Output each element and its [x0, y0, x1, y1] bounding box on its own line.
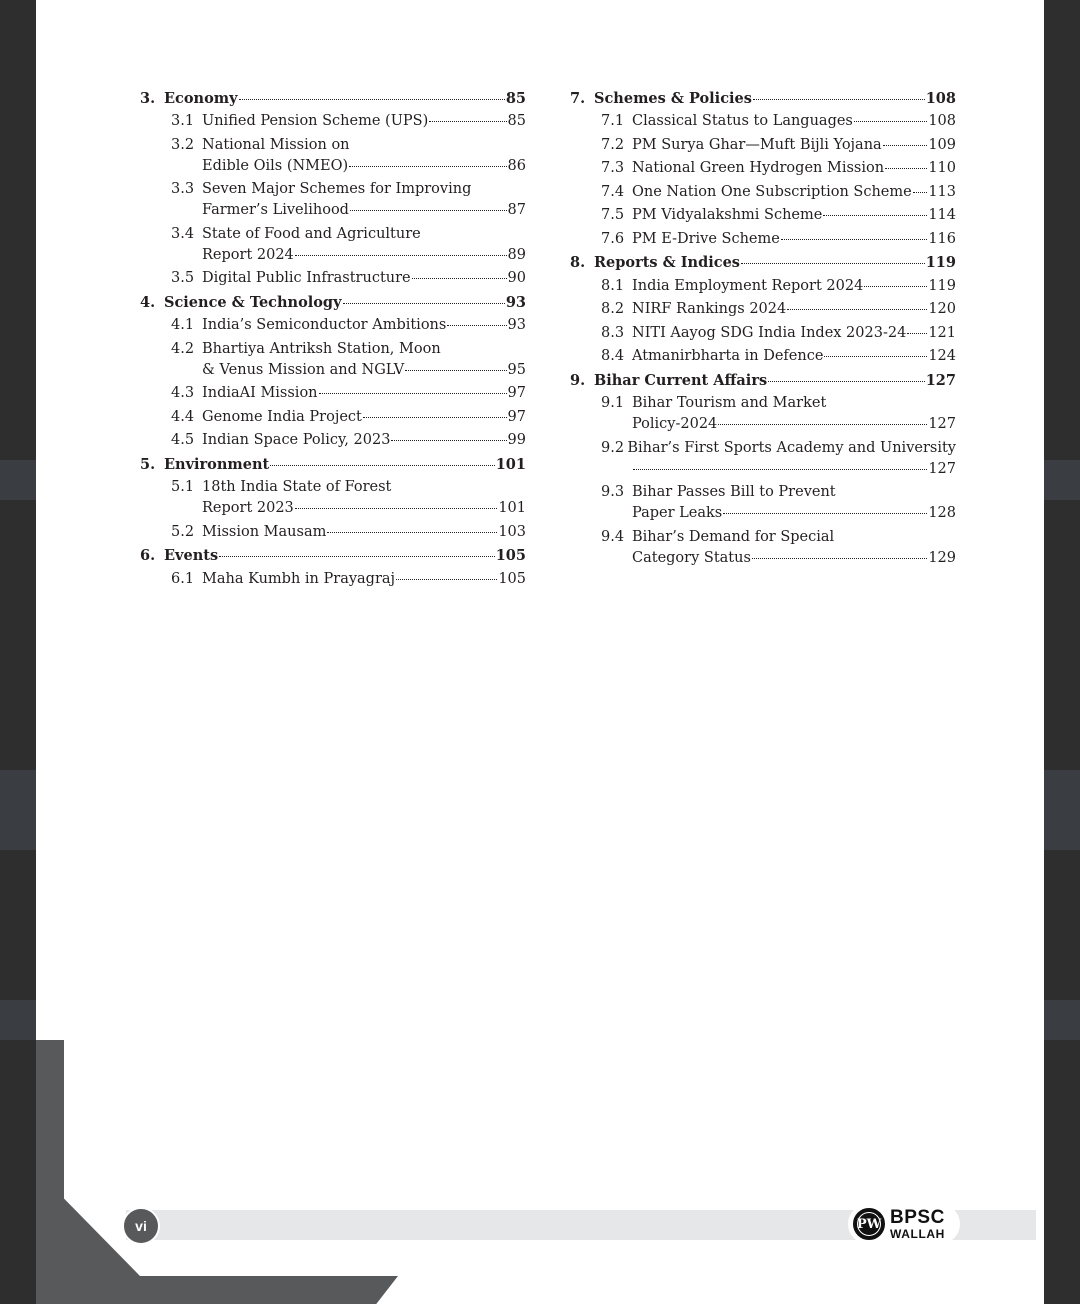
section-title: Seven Major Schemes for Improving	[202, 181, 472, 197]
section-number: 8.1	[601, 277, 625, 294]
toc-section[interactable]	[570, 346, 956, 367]
page-number: 86	[507, 157, 526, 174]
toc-section-row	[570, 205, 956, 226]
section-title: Bihar’s Demand for Special	[632, 528, 835, 545]
page-number: 93	[507, 317, 526, 333]
page-number: 101	[495, 455, 526, 473]
section-title: Digital Public Infrastructure	[202, 270, 411, 286]
toc-section[interactable]	[570, 438, 956, 480]
toc-section[interactable]	[140, 569, 526, 590]
dot-leader	[405, 370, 506, 371]
toc-chapter[interactable]	[570, 88, 956, 110]
section-title: IndiaAI Mission	[202, 385, 318, 401]
toc-section-row	[140, 522, 526, 543]
section-title: Genome India Project	[202, 408, 362, 425]
section-number: 4.1	[171, 317, 195, 333]
page-number: 110	[928, 160, 956, 176]
toc-section[interactable]	[570, 482, 956, 524]
section-number: 3.3	[171, 181, 195, 197]
toc-section[interactable]	[140, 383, 526, 404]
toc-chapter[interactable]	[570, 370, 956, 392]
toc-section[interactable]	[570, 276, 956, 297]
section-number: 5.2	[171, 523, 195, 540]
dot-leader	[907, 333, 927, 334]
toc-section-row	[140, 498, 526, 519]
toc-section-row	[570, 459, 956, 480]
page-number: 109	[928, 136, 956, 153]
section-number: 7.6	[601, 230, 625, 247]
dot-leader	[768, 381, 925, 382]
section-title: & Venus Mission and NGLV	[202, 361, 405, 378]
toc-section[interactable]	[570, 182, 956, 203]
toc-section-row	[570, 299, 956, 320]
section-title: NIRF Rankings 2024	[632, 301, 787, 317]
section-title: Policy-2024	[632, 416, 718, 432]
chapter-title: Schemes & Policies	[594, 89, 752, 107]
section-title: PM E-Drive Scheme	[632, 230, 780, 247]
toc-section-row	[570, 158, 956, 179]
page-number: 116	[928, 230, 956, 247]
toc-section-row	[570, 438, 956, 459]
chapter-number: 5.	[140, 455, 156, 473]
page-number: 103	[498, 523, 526, 540]
chapter-title: Science & Technology	[164, 293, 342, 311]
section-title: Report 2023	[202, 500, 294, 516]
section-number: 7.5	[601, 207, 625, 223]
toc-section[interactable]	[140, 430, 526, 451]
toc-section-row	[570, 548, 956, 569]
bpsc-wallah-logo	[848, 1204, 960, 1244]
dot-leader	[633, 469, 927, 470]
section-title: Report 2024	[202, 246, 294, 263]
section-title: Unified Pension Scheme (UPS)	[202, 113, 429, 129]
toc-section-row	[570, 393, 956, 414]
section-title: 18th India State of Forest	[202, 479, 392, 495]
toc-section[interactable]	[570, 527, 956, 569]
dot-leader	[270, 465, 495, 466]
toc-section[interactable]	[140, 407, 526, 428]
section-number: 9.1	[601, 395, 625, 411]
page-number: 105	[495, 547, 526, 564]
toc-chapter-row	[570, 252, 956, 274]
toc-section-row	[140, 569, 526, 590]
section-number: 4.2	[171, 340, 195, 357]
toc-section[interactable]	[140, 135, 526, 177]
toc-section[interactable]	[570, 111, 956, 132]
toc-chapter-row	[140, 454, 526, 476]
dot-leader	[447, 325, 506, 326]
logo-line1: BPSC	[890, 1207, 945, 1228]
page-number: 119	[928, 277, 956, 294]
dot-leader	[864, 286, 927, 287]
section-title: One Nation One Subscription Scheme	[632, 183, 912, 200]
toc-section-row	[570, 414, 956, 435]
toc-section[interactable]	[140, 477, 526, 519]
toc-section-row	[570, 135, 956, 156]
section-title: Bihar Passes Bill to Prevent	[632, 484, 836, 500]
toc-section-row	[570, 182, 956, 203]
toc-chapter[interactable]	[140, 454, 526, 476]
toc-column-right	[570, 86, 956, 571]
section-title: Bihar’s First Sports Academy and University	[627, 439, 956, 456]
pw-logo-icon: PW	[853, 1208, 885, 1240]
toc-section-row	[570, 229, 956, 250]
section-title: Atmanirbharta in Defence	[632, 348, 824, 364]
page-number: 114	[928, 207, 956, 223]
dot-leader	[718, 424, 927, 425]
section-number: 3.1	[171, 113, 195, 129]
footer-bottom-bar	[36, 1276, 398, 1304]
section-number: 3.2	[171, 136, 195, 153]
toc-chapter-row	[570, 370, 956, 392]
section-number: 3.4	[171, 225, 195, 242]
dot-leader	[295, 255, 507, 256]
page-number: 105	[498, 570, 526, 587]
dot-leader	[429, 121, 506, 122]
section-title: Maha Kumbh in Prayagraj	[202, 570, 396, 587]
chapter-title: Events	[164, 547, 219, 564]
toc-chapter-row	[570, 88, 956, 110]
logo-line2: WALLAH	[890, 1227, 945, 1241]
section-title: State of Food and Agriculture	[202, 225, 421, 242]
page-number: 101	[498, 500, 526, 516]
toc-section-row	[140, 245, 526, 266]
section-title: Bihar Tourism and Market	[632, 395, 827, 411]
dot-leader	[885, 168, 927, 169]
section-title: Classical Status to Languages	[632, 113, 853, 129]
toc-section-row	[570, 482, 956, 503]
toc-section-row	[570, 503, 956, 524]
dot-leader	[391, 440, 506, 441]
page-number: 127	[928, 460, 956, 477]
chapter-title: Reports & Indices	[594, 254, 740, 271]
toc-section-row	[140, 360, 526, 381]
toc-column-left	[140, 86, 526, 592]
section-number: 8.2	[601, 301, 625, 317]
toc-section[interactable]	[140, 522, 526, 543]
toc-chapter[interactable]	[140, 88, 526, 110]
toc-section-row	[140, 156, 526, 177]
section-title: PM Vidyalakshmi Scheme	[632, 207, 823, 223]
logo-wordmark	[890, 1208, 945, 1240]
chapter-number: 4.	[140, 293, 156, 311]
toc-section[interactable]	[140, 179, 526, 221]
section-number: 8.4	[601, 348, 625, 364]
toc-section[interactable]	[140, 268, 526, 289]
toc-chapter-row	[140, 545, 526, 567]
page-number: 95	[507, 361, 526, 378]
chapter-number: 9.	[570, 371, 586, 389]
toc-section-row	[570, 527, 956, 548]
toc-section-row	[140, 200, 526, 221]
section-title: Paper Leaks	[632, 505, 723, 521]
section-number: 9.4	[601, 528, 625, 545]
dot-leader	[343, 303, 505, 304]
toc-section-row	[140, 339, 526, 360]
dot-leader	[787, 309, 927, 310]
page-number: 128	[928, 505, 956, 521]
toc-section[interactable]	[140, 111, 526, 132]
toc-section-row	[140, 179, 526, 200]
section-title: Category Status	[632, 549, 751, 566]
page-number: 124	[928, 348, 956, 364]
toc-section[interactable]	[570, 393, 956, 435]
section-title: National Green Hydrogen Mission	[632, 160, 885, 176]
chapter-title: Environment	[164, 455, 270, 473]
chapter-number: 6.	[140, 547, 156, 564]
toc-section-row	[140, 315, 526, 336]
page-number: 85	[505, 89, 526, 107]
toc-chapter[interactable]	[140, 545, 526, 567]
section-number: 4.5	[171, 432, 195, 448]
toc-section[interactable]	[140, 339, 526, 381]
page-number: 127	[925, 371, 956, 389]
dot-leader	[319, 393, 507, 394]
toc-section-row	[570, 111, 956, 132]
toc-chapter[interactable]	[140, 292, 526, 314]
section-title: Bhartiya Antriksh Station, Moon	[202, 340, 441, 357]
chapter-title: Bihar Current Affairs	[594, 371, 768, 389]
toc-section-row	[140, 224, 526, 245]
section-number: 9.3	[601, 484, 625, 500]
dot-leader	[412, 278, 507, 279]
dot-leader	[781, 239, 927, 240]
toc-chapter[interactable]	[570, 252, 956, 274]
chapter-number: 7.	[570, 89, 586, 107]
section-title: Farmer’s Livelihood	[202, 202, 349, 218]
dot-leader	[752, 558, 927, 559]
section-number: 3.5	[171, 270, 195, 286]
section-number: 5.1	[171, 479, 195, 495]
dot-leader	[824, 356, 927, 357]
toc-section[interactable]	[140, 224, 526, 266]
toc-section[interactable]	[570, 135, 956, 156]
toc-chapter-row	[140, 292, 526, 314]
page-number: 93	[505, 293, 526, 311]
section-title: Edible Oils (NMEO)	[202, 157, 349, 174]
toc-section-row	[140, 135, 526, 156]
dot-leader	[219, 556, 495, 557]
toc-section-row	[140, 407, 526, 428]
toc-section[interactable]	[570, 323, 956, 344]
dot-leader	[363, 417, 507, 418]
dot-leader	[741, 263, 925, 264]
section-title: India’s Semiconductor Ambitions	[202, 317, 447, 333]
section-number: 7.4	[601, 183, 625, 200]
dot-leader	[349, 166, 506, 167]
toc-section[interactable]	[570, 158, 956, 179]
toc-section-row	[140, 268, 526, 289]
page-number: 90	[507, 270, 526, 286]
page-number: 85	[507, 113, 526, 129]
toc-section-row	[570, 346, 956, 367]
page-number: 97	[507, 408, 526, 425]
section-title: PM Surya Ghar—Muft Bijli Yojana	[632, 136, 882, 153]
section-title: Mission Mausam	[202, 523, 327, 540]
page-number: 120	[928, 301, 956, 317]
toc-section[interactable]	[570, 205, 956, 226]
page-number: 89	[507, 246, 526, 263]
page-number: 108	[925, 89, 956, 107]
section-title: India Employment Report 2024	[632, 277, 864, 294]
section-number: 7.2	[601, 136, 625, 153]
toc-section[interactable]	[140, 315, 526, 336]
section-number: 4.3	[171, 385, 195, 401]
toc-section-row	[140, 383, 526, 404]
section-number: 7.1	[601, 113, 625, 129]
dot-leader	[823, 215, 927, 216]
page-number: 127	[928, 416, 956, 432]
section-number: 8.3	[601, 324, 625, 341]
toc-section-row	[140, 430, 526, 451]
page-number: 87	[507, 202, 526, 218]
section-number: 7.3	[601, 160, 625, 176]
page-number: 129	[928, 549, 956, 566]
page-number: 121	[928, 324, 956, 341]
page-number: 97	[507, 385, 526, 401]
dot-leader	[854, 121, 927, 122]
page-number: 119	[925, 254, 956, 271]
dot-leader	[883, 145, 928, 146]
dot-leader	[753, 99, 925, 100]
toc-section[interactable]	[570, 299, 956, 320]
toc-section-row	[140, 111, 526, 132]
dot-leader	[327, 532, 497, 533]
section-title: NITI Aayog SDG India Index 2023-24	[632, 324, 907, 341]
dot-leader	[723, 513, 927, 514]
page-number-badge: vi	[122, 1207, 160, 1245]
toc-section-row	[570, 323, 956, 344]
section-number: 4.4	[171, 408, 195, 425]
toc-section-row	[570, 276, 956, 297]
dot-leader	[295, 508, 498, 509]
section-number: 6.1	[171, 570, 195, 587]
dot-leader	[350, 210, 507, 211]
section-title: National Mission on	[202, 136, 350, 153]
toc-section[interactable]	[570, 229, 956, 250]
chapter-number: 3.	[140, 89, 156, 107]
section-title: Indian Space Policy, 2023	[202, 432, 391, 448]
dot-leader	[913, 192, 928, 193]
page-number: 108	[928, 113, 956, 129]
section-number: 9.2	[601, 439, 625, 456]
dot-leader	[396, 579, 497, 580]
page-number: 99	[507, 432, 526, 448]
page-number: 113	[928, 183, 956, 200]
chapter-title: Economy	[164, 89, 238, 107]
toc-section-row	[140, 477, 526, 498]
chapter-number: 8.	[570, 254, 586, 271]
document-page	[36, 0, 1044, 1304]
dot-leader	[239, 99, 505, 100]
toc-chapter-row	[140, 88, 526, 110]
